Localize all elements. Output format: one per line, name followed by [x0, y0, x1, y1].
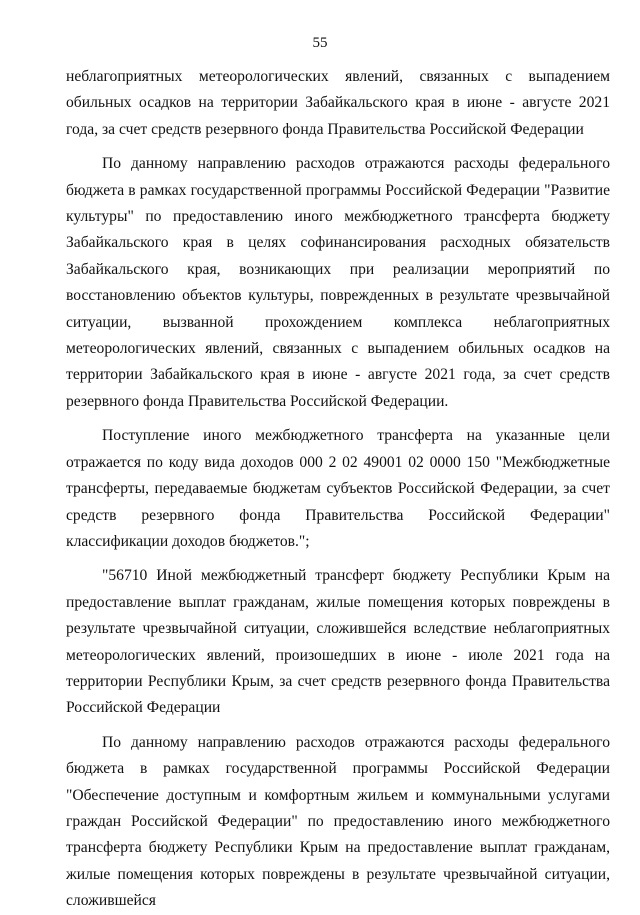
- paragraph-continuation: неблагоприятных метеорологических явлений, связанных с выпадением обильных осадков на территории Забайкальского края в июне - августе 2021 года, за счет средств резервного фонда Правительства Российской Федерации: [66, 68, 610, 138]
- page-number: 55: [312, 35, 328, 51]
- paragraph-56710-heading: "56710 Иной межбюджетный трансферт бюджету Республики Крым на предоставление выплат гражданам, жилые помещения которых повреждены в результате чрезвычайной ситуации, сложившейся вследствие неблагоприятных метеорологических явлений, произошедших в июне - июле 2021 года на территории Республики Крым, за счет средств резервного фонда Правительства Российской Федерации: [66, 567, 610, 717]
- paragraph-expenses-culture: По данному направлению расходов отражаются расходы федерального бюджета в рамках государственной программы Российской Федерации "Развитие культуры" по предоставлению иного межбюджетного трансферта бюджету Забайкальского края в целях софинансирования расходных обязательств Забайкальского края, возникающих при реализации мероприятий по восстановлению объектов культуры, поврежденных в результате чрезвычайной ситуации, вызванной прохождением комплекса неблагоприятных метеорологических явлений, связанных с выпадением обильных осадков на территории Забайкальского края в июне - августе 2021 года, за счет средств резервного фонда Правительства Российской Федерации.: [66, 155, 610, 410]
- document-body: [66, 64, 610, 915]
- paragraph-expenses-housing: По данному направлению расходов отражаются расходы федерального бюджета в рамках государственной программы Российской Федерации "Обеспечение доступным и комфортным жильем и коммунальными услугами граждан Российской Федерации" по предоставлению иного межбюджетного трансферта бюджету Республики Крым на предоставление выплат гражданам, жилые помещения которых повреждены в результате чрезвычайной ситуации, сложившейся: [66, 733, 610, 910]
- paragraph-revenue-code: Поступление иного межбюджетного трансферта на указанные цели отражается по коду вида доходов 000 2 02 49001 02 0000 150 "Межбюджетные трансферты, передаваемые бюджетам субъектов Российской Федерации, за счет средств резервного фонда Правительства Российской Федерации" классификации доходов бюджетов.";: [66, 427, 610, 550]
